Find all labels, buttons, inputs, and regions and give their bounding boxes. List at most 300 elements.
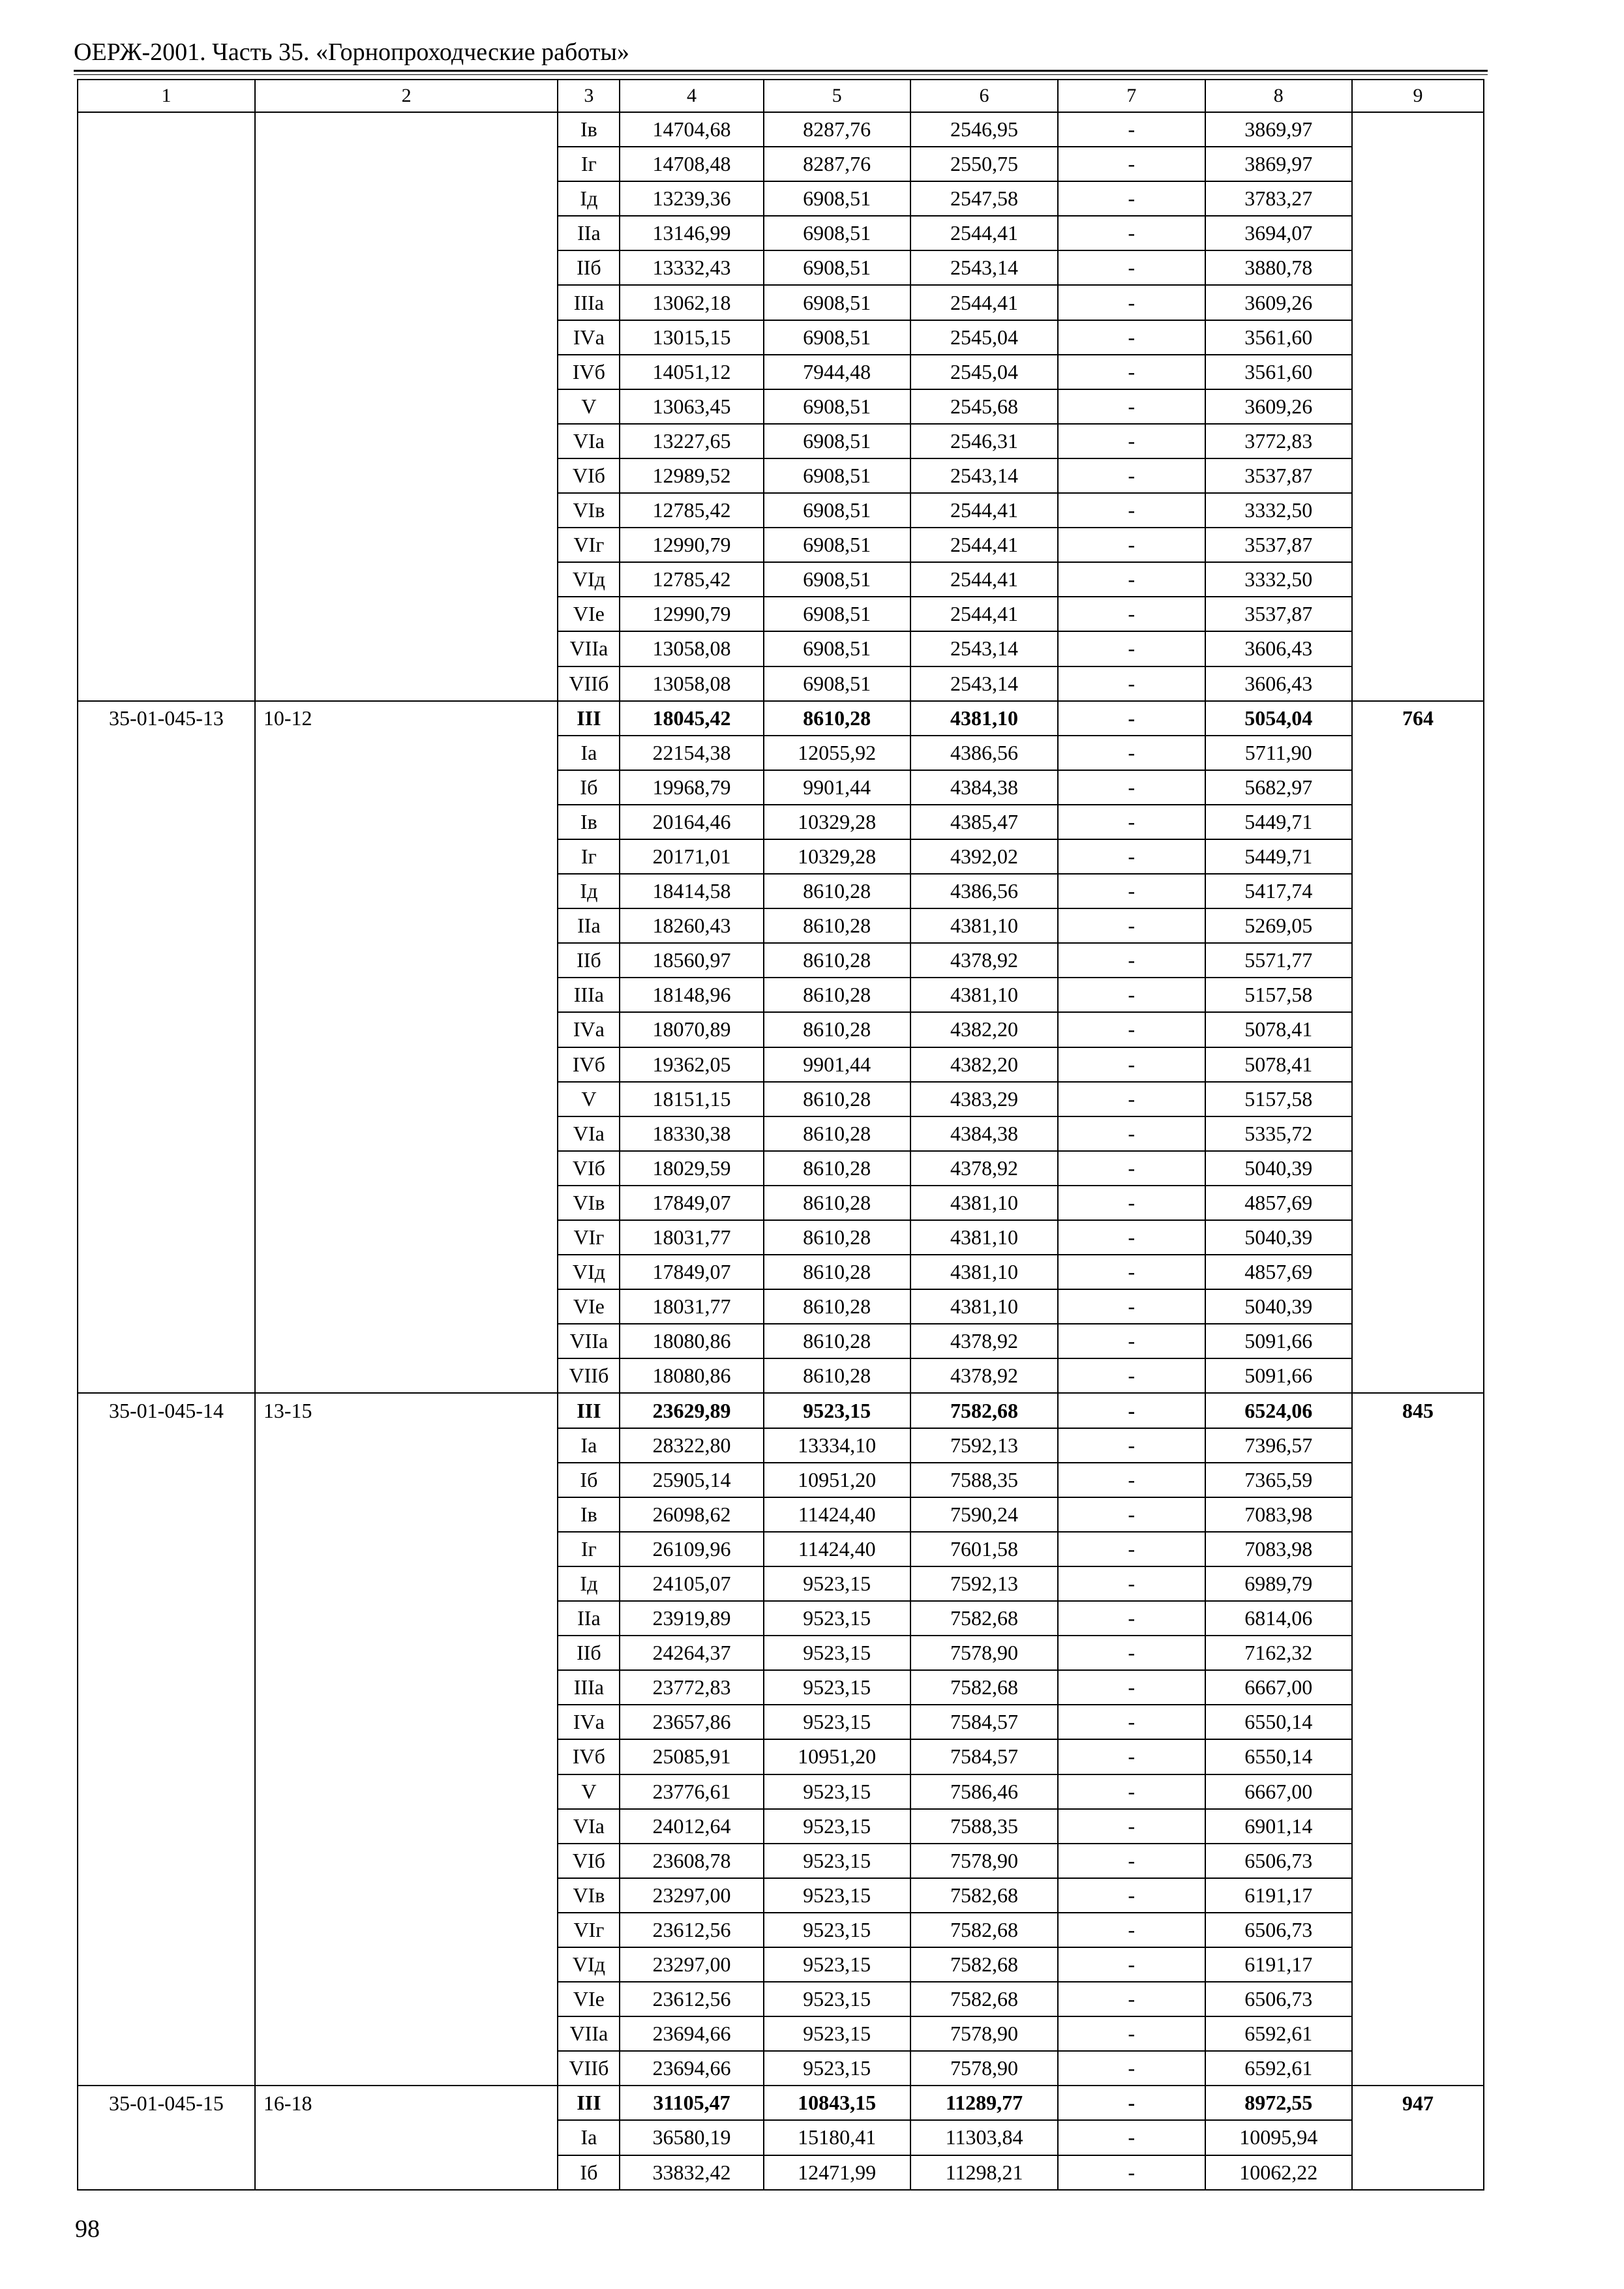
table-row [78, 1739, 1484, 1774]
total-cost-cell: 23657,86 [620, 1705, 763, 1739]
labor-cell [1352, 839, 1484, 874]
materials-cell: 6901,14 [1205, 1809, 1352, 1844]
range-cell [255, 943, 558, 978]
price-code-cell [78, 562, 255, 597]
wages-cell: 8610,28 [764, 701, 910, 736]
price-code-cell [78, 493, 255, 528]
price-code-cell [78, 1497, 255, 1532]
labor-cell [1352, 1774, 1484, 1809]
machine-cost-cell: 7592,13 [910, 1428, 1058, 1463]
wages-cell: 8287,76 [764, 147, 910, 181]
labor-cell [1352, 666, 1484, 701]
price-code-cell [78, 1566, 255, 1601]
page-header: ОЕРЖ-2001. Часть 35. «Горнопроходческие работы» [74, 38, 629, 66]
materials-cell: 5040,39 [1205, 1151, 1352, 1186]
price-code-cell [78, 1220, 255, 1255]
driver-wages-cell: - [1058, 1601, 1205, 1636]
labor-cell [1352, 458, 1484, 493]
wages-cell: 12471,99 [764, 2155, 910, 2190]
wages-cell: 8610,28 [764, 1116, 910, 1151]
labor-cell [1352, 943, 1484, 978]
labor-cell [1352, 355, 1484, 389]
wages-cell: 9523,15 [764, 1566, 910, 1601]
table-row [78, 458, 1484, 493]
machine-cost-cell: 4378,92 [910, 1151, 1058, 1186]
price-code-cell [78, 1116, 255, 1151]
machine-cost-cell: 2544,41 [910, 493, 1058, 528]
materials-cell: 3537,87 [1205, 597, 1352, 631]
category-cell: Iв [558, 805, 620, 839]
category-cell: VIг [558, 1220, 620, 1255]
driver-wages-cell: - [1058, 1082, 1205, 1116]
wages-cell: 12055,92 [764, 736, 910, 770]
driver-wages-cell: - [1058, 1739, 1205, 1774]
machine-cost-cell: 7582,68 [910, 1393, 1058, 1428]
labor-cell [1352, 112, 1484, 147]
range-cell [255, 147, 558, 181]
category-cell: Iд [558, 181, 620, 216]
labor-cell [1352, 1220, 1484, 1255]
category-cell: VIг [558, 1913, 620, 1947]
machine-cost-cell: 4382,20 [910, 1012, 1058, 1047]
labor-cell [1352, 1566, 1484, 1601]
labor-cell [1352, 493, 1484, 528]
range-cell: 16-18 [255, 2086, 558, 2120]
price-code-cell: 35-01-045-15 [78, 2086, 255, 2120]
total-cost-cell: 18045,42 [620, 701, 763, 736]
machine-cost-cell: 4381,10 [910, 701, 1058, 736]
range-cell [255, 389, 558, 424]
category-cell: Iг [558, 1532, 620, 1566]
category-cell: IIа [558, 1601, 620, 1636]
category-cell: VIе [558, 597, 620, 631]
category-cell: IVб [558, 355, 620, 389]
wages-cell: 6908,51 [764, 458, 910, 493]
total-cost-cell: 13058,08 [620, 666, 763, 701]
wages-cell: 9523,15 [764, 1705, 910, 1739]
total-cost-cell: 18414,58 [620, 874, 763, 908]
price-code-cell [78, 458, 255, 493]
table-row [78, 2051, 1484, 2086]
labor-cell [1352, 2051, 1484, 2086]
labor-cell [1352, 1289, 1484, 1324]
materials-cell: 5449,71 [1205, 839, 1352, 874]
category-cell: V [558, 1774, 620, 1809]
category-cell: VIб [558, 458, 620, 493]
category-cell: IIб [558, 943, 620, 978]
machine-cost-cell: 4378,92 [910, 1324, 1058, 1358]
total-cost-cell: 23919,89 [620, 1601, 763, 1636]
materials-cell: 5269,05 [1205, 908, 1352, 943]
machine-cost-cell: 2543,14 [910, 250, 1058, 285]
labor-cell [1352, 1601, 1484, 1636]
labor-cell [1352, 1670, 1484, 1705]
price-code-cell [78, 1947, 255, 1982]
total-cost-cell: 18031,77 [620, 1220, 763, 1255]
table-row [78, 1844, 1484, 1878]
machine-cost-cell: 4378,92 [910, 943, 1058, 978]
total-cost-cell: 18029,59 [620, 1151, 763, 1186]
total-cost-cell: 13015,15 [620, 320, 763, 355]
column-header: 3 [558, 80, 620, 112]
column-header: 4 [620, 80, 763, 112]
range-cell [255, 2155, 558, 2190]
labor-cell [1352, 216, 1484, 250]
materials-cell: 6524,06 [1205, 1393, 1352, 1428]
range-cell [255, 1116, 558, 1151]
total-cost-cell: 18148,96 [620, 978, 763, 1012]
table-row [78, 666, 1484, 701]
table-row [78, 493, 1484, 528]
total-cost-cell: 26098,62 [620, 1497, 763, 1532]
table-row [78, 805, 1484, 839]
category-cell: VIб [558, 1151, 620, 1186]
total-cost-cell: 13239,36 [620, 181, 763, 216]
materials-cell: 5682,97 [1205, 770, 1352, 805]
driver-wages-cell: - [1058, 1774, 1205, 1809]
materials-cell: 6506,73 [1205, 1844, 1352, 1878]
table-row [78, 1982, 1484, 2016]
materials-cell: 3772,83 [1205, 424, 1352, 458]
materials-cell: 6550,14 [1205, 1705, 1352, 1739]
labor-cell [1352, 1982, 1484, 2016]
wages-cell: 8610,28 [764, 978, 910, 1012]
materials-cell: 3537,87 [1205, 458, 1352, 493]
driver-wages-cell: - [1058, 112, 1205, 147]
driver-wages-cell: - [1058, 1497, 1205, 1532]
category-cell: Iб [558, 1463, 620, 1497]
price-code-cell [78, 528, 255, 562]
machine-cost-cell: 2545,04 [910, 320, 1058, 355]
table-row [78, 2120, 1484, 2155]
header-rule [74, 70, 1488, 72]
materials-cell: 3880,78 [1205, 250, 1352, 285]
wages-cell: 8610,28 [764, 1255, 910, 1289]
wages-cell: 10329,28 [764, 839, 910, 874]
machine-cost-cell: 4386,56 [910, 874, 1058, 908]
machine-cost-cell: 7578,90 [910, 1636, 1058, 1670]
driver-wages-cell: - [1058, 1636, 1205, 1670]
labor-cell [1352, 1705, 1484, 1739]
materials-cell: 5157,58 [1205, 978, 1352, 1012]
materials-cell: 5449,71 [1205, 805, 1352, 839]
machine-cost-cell: 7582,68 [910, 1670, 1058, 1705]
category-cell: VIв [558, 1186, 620, 1220]
machine-cost-cell: 7590,24 [910, 1497, 1058, 1532]
wages-cell: 8610,28 [764, 1012, 910, 1047]
range-cell [255, 1913, 558, 1947]
category-cell: VIIб [558, 666, 620, 701]
category-cell: VIIа [558, 2016, 620, 2051]
wages-cell: 8610,28 [764, 943, 910, 978]
category-cell: Iа [558, 736, 620, 770]
materials-cell: 5091,66 [1205, 1324, 1352, 1358]
materials-cell: 5417,74 [1205, 874, 1352, 908]
machine-cost-cell: 2543,14 [910, 666, 1058, 701]
range-cell [255, 908, 558, 943]
materials-cell: 5040,39 [1205, 1289, 1352, 1324]
driver-wages-cell: - [1058, 1289, 1205, 1324]
wages-cell: 13334,10 [764, 1428, 910, 1463]
machine-cost-cell: 7588,35 [910, 1463, 1058, 1497]
total-cost-cell: 22154,38 [620, 736, 763, 770]
range-cell [255, 1463, 558, 1497]
driver-wages-cell: - [1058, 1428, 1205, 1463]
labor-cell [1352, 528, 1484, 562]
labor-cell [1352, 1358, 1484, 1393]
table-row [78, 1116, 1484, 1151]
machine-cost-cell: 7578,90 [910, 1844, 1058, 1878]
total-cost-cell: 28322,80 [620, 1428, 763, 1463]
driver-wages-cell: - [1058, 1324, 1205, 1358]
range-cell [255, 1947, 558, 1982]
machine-cost-cell: 7582,68 [910, 1601, 1058, 1636]
driver-wages-cell: - [1058, 1844, 1205, 1878]
header-rule-thin [74, 74, 1488, 75]
materials-cell: 5091,66 [1205, 1358, 1352, 1393]
range-cell [255, 562, 558, 597]
table-row [78, 736, 1484, 770]
wages-cell: 6908,51 [764, 562, 910, 597]
total-cost-cell: 23694,66 [620, 2016, 763, 2051]
wages-cell: 10951,20 [764, 1463, 910, 1497]
price-code-cell [78, 1358, 255, 1393]
labor-cell [1352, 2016, 1484, 2051]
table-row [78, 874, 1484, 908]
total-cost-cell: 18031,77 [620, 1289, 763, 1324]
column-header: 1 [78, 80, 255, 112]
page-number: 98 [75, 2215, 100, 2243]
table-row [78, 1082, 1484, 1116]
wages-cell: 7944,48 [764, 355, 910, 389]
price-code-cell [78, 1186, 255, 1220]
labor-cell [1352, 320, 1484, 355]
table-row [78, 978, 1484, 1012]
category-cell: IVб [558, 1739, 620, 1774]
total-cost-cell: 23772,83 [620, 1670, 763, 1705]
range-cell [255, 1358, 558, 1393]
range-cell [255, 1532, 558, 1566]
price-code-cell [78, 2120, 255, 2155]
wages-cell: 6908,51 [764, 631, 910, 666]
total-cost-cell: 26109,96 [620, 1532, 763, 1566]
wages-cell: 8610,28 [764, 1151, 910, 1186]
total-cost-cell: 18070,89 [620, 1012, 763, 1047]
table-row [78, 528, 1484, 562]
table-row [78, 839, 1484, 874]
table-row [78, 216, 1484, 250]
range-cell [255, 355, 558, 389]
machine-cost-cell: 2550,75 [910, 147, 1058, 181]
table-row [78, 1463, 1484, 1497]
materials-cell: 3783,27 [1205, 181, 1352, 216]
category-cell: VIIа [558, 631, 620, 666]
total-cost-cell: 23297,00 [620, 1878, 763, 1913]
materials-cell: 3609,26 [1205, 389, 1352, 424]
table-row [78, 1878, 1484, 1913]
wages-cell: 8610,28 [764, 1324, 910, 1358]
range-cell [255, 1255, 558, 1289]
materials-cell: 7365,59 [1205, 1463, 1352, 1497]
driver-wages-cell: - [1058, 2086, 1205, 2120]
driver-wages-cell: - [1058, 978, 1205, 1012]
machine-cost-cell: 2543,14 [910, 458, 1058, 493]
table-row [78, 1428, 1484, 1463]
machine-cost-cell: 7582,68 [910, 1947, 1058, 1982]
category-cell: Iг [558, 147, 620, 181]
range-cell [255, 1566, 558, 1601]
range-cell [255, 736, 558, 770]
range-cell [255, 1012, 558, 1047]
total-cost-cell: 18151,15 [620, 1082, 763, 1116]
labor-cell [1352, 1913, 1484, 1947]
materials-cell: 6191,17 [1205, 1947, 1352, 1982]
total-cost-cell: 23608,78 [620, 1844, 763, 1878]
total-cost-cell: 24012,64 [620, 1809, 763, 1844]
price-code-cell [78, 1982, 255, 2016]
driver-wages-cell: - [1058, 458, 1205, 493]
category-cell: VIв [558, 1878, 620, 1913]
category-cell: Iа [558, 1428, 620, 1463]
range-cell [255, 181, 558, 216]
materials-cell: 6814,06 [1205, 1601, 1352, 1636]
materials-cell: 5040,39 [1205, 1220, 1352, 1255]
range-cell [255, 1774, 558, 1809]
table-row [78, 1358, 1484, 1393]
wages-cell: 6908,51 [764, 216, 910, 250]
category-cell: IIа [558, 216, 620, 250]
column-number-row [78, 80, 1484, 112]
price-code-cell [78, 250, 255, 285]
range-cell [255, 874, 558, 908]
labor-cell [1352, 597, 1484, 631]
price-code-cell [78, 1047, 255, 1082]
category-cell: III [558, 1393, 620, 1428]
labor-cell [1352, 1878, 1484, 1913]
wages-cell: 10843,15 [764, 2086, 910, 2120]
labor-cell: 845 [1352, 1393, 1484, 1428]
labor-cell [1352, 736, 1484, 770]
driver-wages-cell: - [1058, 1878, 1205, 1913]
wages-cell: 6908,51 [764, 285, 910, 320]
category-cell: VIа [558, 424, 620, 458]
column-header: 5 [764, 80, 910, 112]
driver-wages-cell: - [1058, 1393, 1205, 1428]
range-cell [255, 1186, 558, 1220]
total-cost-cell: 18080,86 [620, 1358, 763, 1393]
total-cost-cell: 31105,47 [620, 2086, 763, 2120]
driver-wages-cell: - [1058, 355, 1205, 389]
price-code-cell [78, 147, 255, 181]
price-code-cell [78, 1601, 255, 1636]
machine-cost-cell: 7578,90 [910, 2016, 1058, 2051]
range-cell [255, 597, 558, 631]
category-cell: IVа [558, 320, 620, 355]
machine-cost-cell: 2544,41 [910, 285, 1058, 320]
materials-cell: 6667,00 [1205, 1670, 1352, 1705]
machine-cost-cell: 4392,02 [910, 839, 1058, 874]
price-code-cell [78, 355, 255, 389]
materials-cell: 6506,73 [1205, 1913, 1352, 1947]
driver-wages-cell: - [1058, 631, 1205, 666]
wages-cell: 9523,15 [764, 1774, 910, 1809]
category-cell: IIIа [558, 285, 620, 320]
labor-cell [1352, 908, 1484, 943]
range-cell [255, 1601, 558, 1636]
wages-cell: 8610,28 [764, 908, 910, 943]
wages-cell: 9523,15 [764, 2051, 910, 2086]
range-cell [255, 1497, 558, 1532]
range-cell [255, 2120, 558, 2155]
category-cell: VIа [558, 1809, 620, 1844]
labor-cell [1352, 285, 1484, 320]
materials-cell: 7083,98 [1205, 1532, 1352, 1566]
driver-wages-cell: - [1058, 1186, 1205, 1220]
price-code-cell [78, 1151, 255, 1186]
machine-cost-cell: 4381,10 [910, 1255, 1058, 1289]
price-code-cell [78, 1255, 255, 1289]
driver-wages-cell: - [1058, 1463, 1205, 1497]
total-cost-cell: 23612,56 [620, 1982, 763, 2016]
price-code-cell [78, 2016, 255, 2051]
category-cell: IVб [558, 1047, 620, 1082]
table-row [78, 1670, 1484, 1705]
price-code-cell [78, 285, 255, 320]
price-code-cell [78, 216, 255, 250]
total-cost-cell: 24105,07 [620, 1566, 763, 1601]
wages-cell: 9523,15 [764, 1636, 910, 1670]
machine-cost-cell: 4384,38 [910, 770, 1058, 805]
price-code-cell [78, 1289, 255, 1324]
machine-cost-cell: 7588,35 [910, 1809, 1058, 1844]
price-code-cell [78, 943, 255, 978]
labor-cell [1352, 1324, 1484, 1358]
wages-cell: 6908,51 [764, 597, 910, 631]
table-row [78, 1220, 1484, 1255]
column-header: 6 [910, 80, 1058, 112]
category-cell: IIIа [558, 1670, 620, 1705]
machine-cost-cell: 2543,14 [910, 631, 1058, 666]
driver-wages-cell: - [1058, 147, 1205, 181]
labor-cell [1352, 1047, 1484, 1082]
wages-cell: 8610,28 [764, 1220, 910, 1255]
wages-cell: 9523,15 [764, 1947, 910, 1982]
range-cell [255, 1636, 558, 1670]
wages-cell: 6908,51 [764, 250, 910, 285]
table-row [78, 2155, 1484, 2190]
category-cell: VIа [558, 1116, 620, 1151]
materials-cell: 6989,79 [1205, 1566, 1352, 1601]
total-cost-cell: 14708,48 [620, 147, 763, 181]
wages-cell: 9523,15 [764, 1670, 910, 1705]
range-cell [255, 216, 558, 250]
wages-cell: 9523,15 [764, 1913, 910, 1947]
category-cell: IIIа [558, 978, 620, 1012]
price-code-cell [78, 1428, 255, 1463]
category-cell: VIе [558, 1289, 620, 1324]
driver-wages-cell: - [1058, 2120, 1205, 2155]
price-code-cell [78, 631, 255, 666]
materials-cell: 3694,07 [1205, 216, 1352, 250]
machine-cost-cell: 4385,47 [910, 805, 1058, 839]
category-cell: V [558, 389, 620, 424]
price-code-cell [78, 1082, 255, 1116]
price-code-cell [78, 770, 255, 805]
driver-wages-cell: - [1058, 562, 1205, 597]
category-cell: VIд [558, 1255, 620, 1289]
category-cell: Iд [558, 874, 620, 908]
labor-cell [1352, 2120, 1484, 2155]
